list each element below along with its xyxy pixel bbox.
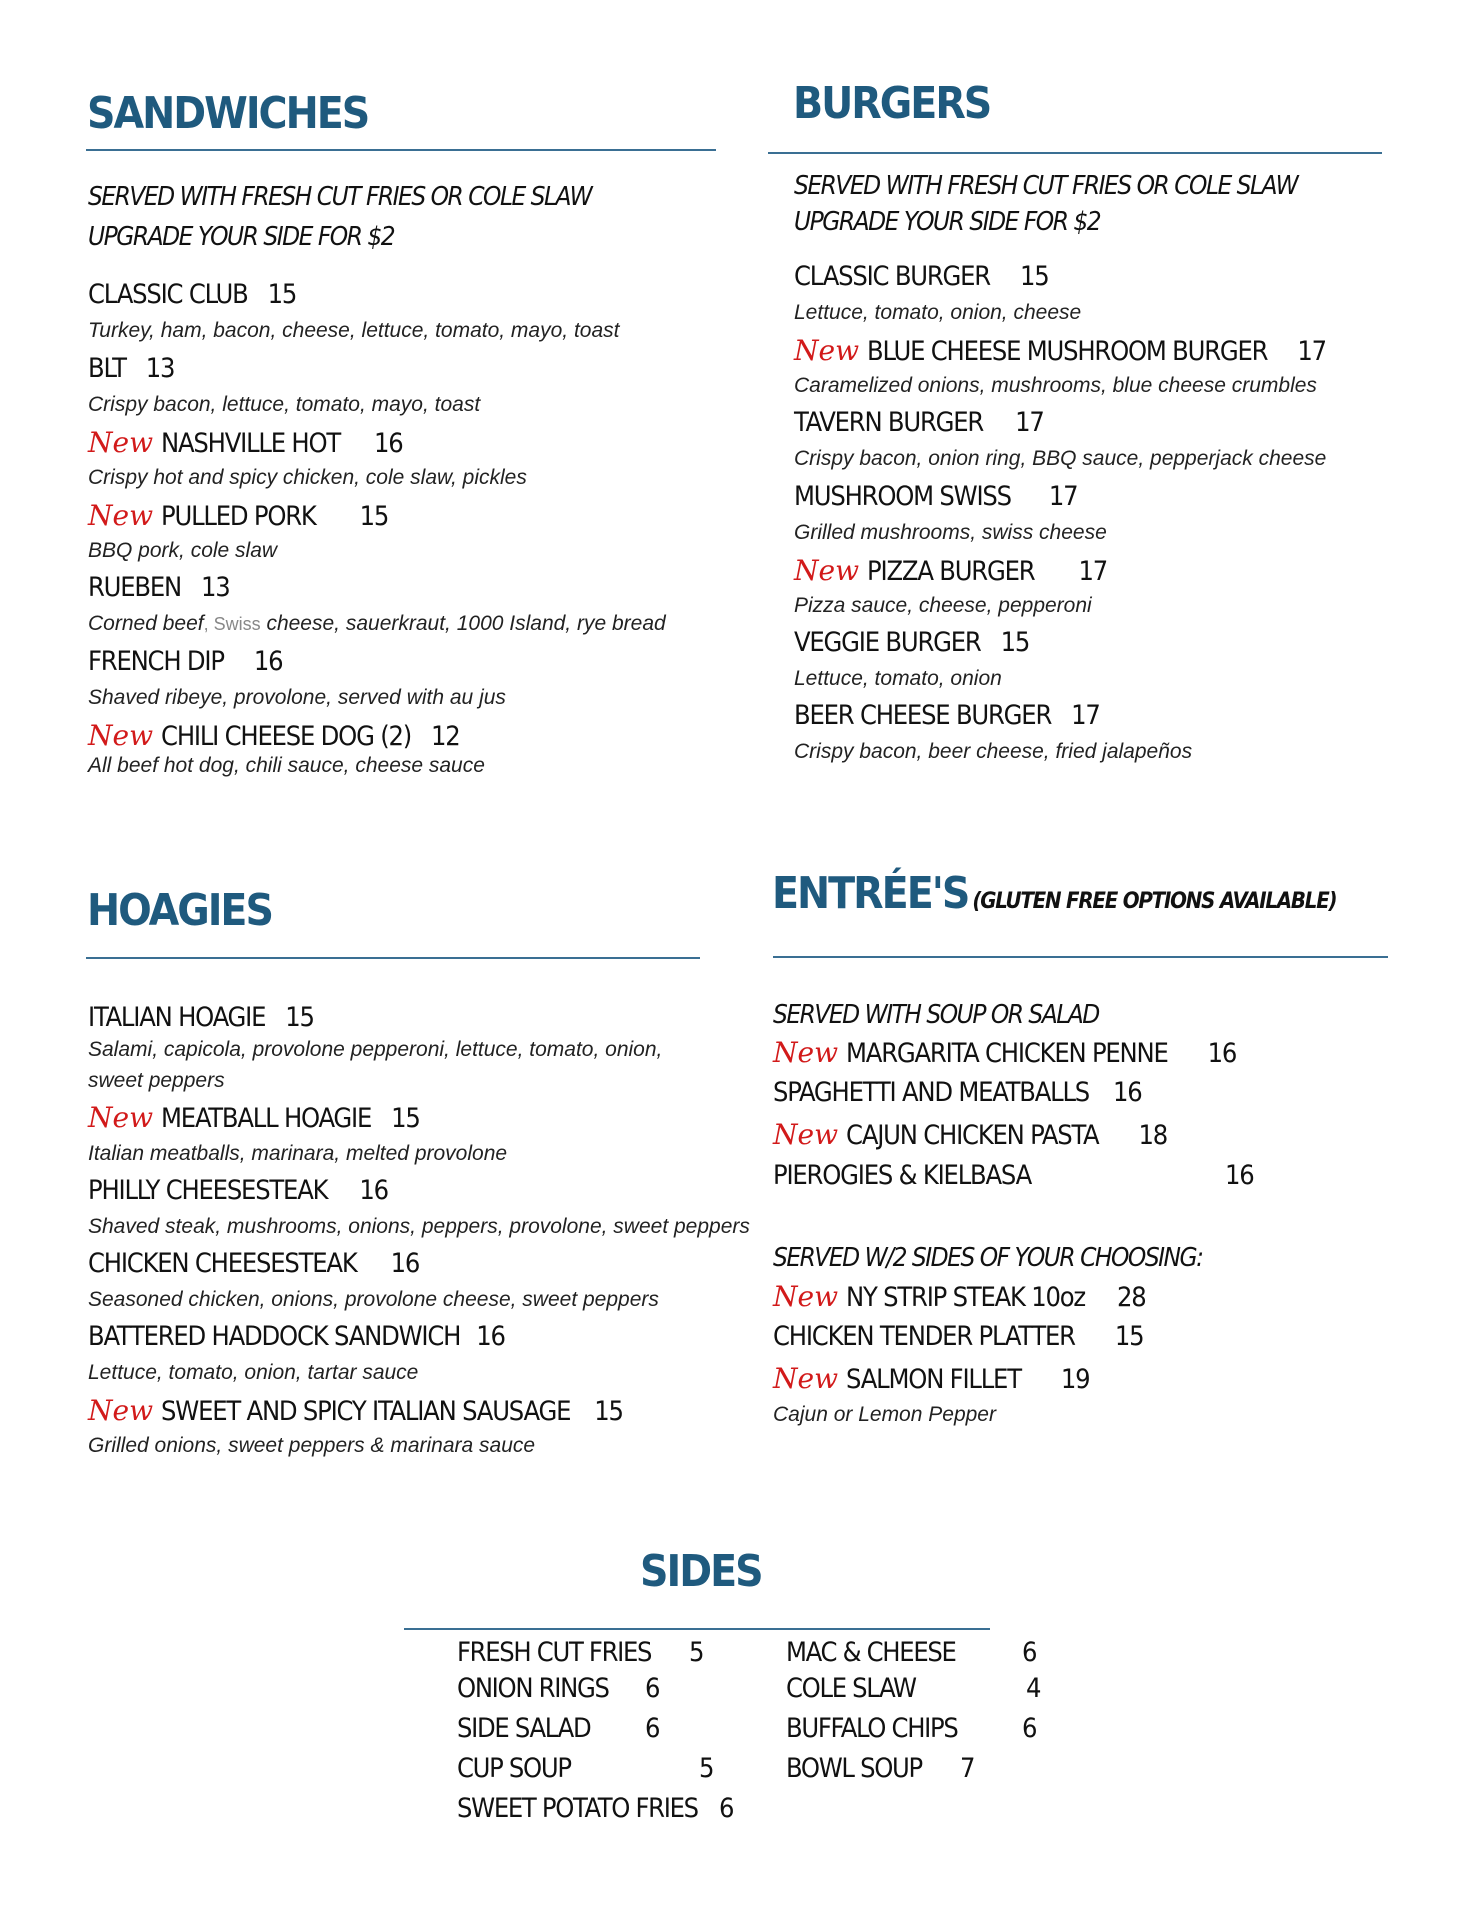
- new-badge: New: [88, 1394, 154, 1427]
- item-description: Lettuce, tomato, onion: [794, 667, 1002, 690]
- menu-item: [88, 1394, 623, 1427]
- item-name: VEGGIE BURGER: [794, 627, 981, 658]
- sides-divider: [404, 1628, 990, 1630]
- menu-item: [794, 627, 1029, 658]
- new-badge: New: [773, 1036, 839, 1069]
- item-name: BATTERED HADDOCK SANDWICH: [88, 1321, 461, 1352]
- desc-swiss: , Swiss: [203, 614, 261, 634]
- menu-item: [794, 407, 1044, 438]
- item-price: 16: [1207, 1038, 1237, 1069]
- entrees-sides-note: SERVED W/2 SIDES OF YOUR CHOOSING:: [773, 1243, 1203, 1273]
- menu-item: [88, 1101, 420, 1134]
- desc-text: cheese, sauerkraut, 1000 Island, rye bread: [260, 612, 666, 635]
- menu-item: [773, 1362, 1089, 1395]
- item-price: 16: [374, 428, 403, 459]
- item-name: SALMON FILLET: [846, 1364, 1021, 1395]
- side-name: SWEET POTATO FRIES: [457, 1793, 698, 1824]
- item-name: CLASSIC BURGER: [794, 261, 990, 292]
- side-price: 6: [719, 1793, 734, 1824]
- new-badge: New: [773, 1362, 839, 1395]
- item-price: 17: [1071, 700, 1100, 731]
- item-name: CAJUN CHICKEN PASTA: [846, 1120, 1099, 1151]
- new-badge: New: [88, 719, 154, 752]
- menu-item: [88, 353, 174, 384]
- new-badge: New: [794, 554, 860, 587]
- menu-item: [794, 700, 1100, 731]
- side-price: 7: [960, 1753, 975, 1784]
- item-name: NY STRIP STEAK 10oz: [846, 1282, 1085, 1313]
- side-item: [786, 1713, 1046, 1744]
- item-description: Lettuce, tomato, onion, cheese: [794, 301, 1082, 324]
- item-price: 17: [1048, 481, 1078, 512]
- item-price: 15: [594, 1396, 623, 1427]
- item-price: 18: [1138, 1120, 1167, 1151]
- burgers-divider: [768, 152, 1382, 154]
- item-price: 17: [1297, 336, 1326, 367]
- side-price: 4: [1026, 1673, 1041, 1704]
- side-name: FRESH CUT FRIES: [457, 1637, 652, 1668]
- menu-item: [794, 481, 1077, 512]
- item-price: 16: [253, 646, 283, 677]
- item-description: All beef hot dog, chili sauce, cheese sauce: [88, 754, 485, 777]
- burgers-served-note: SERVED WITH FRESH CUT FRIES OR COLE SLAW: [794, 171, 1298, 201]
- item-name: BLUE CHEESE MUSHROOM BURGER: [867, 336, 1268, 367]
- side-item: [457, 1637, 737, 1668]
- item-description: Seasoned chicken, onions, provolone cheese, sweet peppers: [88, 1288, 659, 1311]
- item-price: 15: [1114, 1321, 1144, 1352]
- item-name: BEER CHEESE BURGER: [794, 700, 1052, 731]
- item-price: 28: [1116, 1282, 1146, 1313]
- menu-item: [88, 1175, 388, 1206]
- item-price: 15: [391, 1103, 420, 1134]
- item-name: CHILI CHEESE DOG (2): [161, 721, 412, 752]
- item-name: PIZZA BURGER: [867, 556, 1035, 587]
- item-price: 15: [285, 1002, 314, 1033]
- side-name: COLE SLAW: [786, 1673, 916, 1704]
- side-price: 5: [699, 1753, 714, 1784]
- item-price: 16: [476, 1321, 505, 1352]
- menu-item: [88, 1002, 314, 1033]
- menu-item: [88, 279, 296, 310]
- item-name: MUSHROOM SWISS: [794, 481, 1011, 512]
- menu-item: [773, 1077, 1142, 1108]
- item-name: ITALIAN HOAGIE: [88, 1002, 266, 1033]
- menu-item: [794, 554, 1107, 587]
- hoagies-title: HOAGIES: [87, 885, 272, 936]
- item-description: Turkey, ham, bacon, cheese, lettuce, tomato, mayo, toast: [88, 319, 620, 342]
- item-description: Italian meatballs, marinara, melted provolone: [88, 1142, 508, 1165]
- side-name: BOWL SOUP: [786, 1753, 922, 1784]
- sandwiches-title: SANDWICHES: [87, 88, 369, 139]
- side-item: [457, 1793, 737, 1824]
- item-description: Cajun or Lemon Pepper: [773, 1403, 996, 1426]
- sandwiches-upgrade-note: UPGRADE YOUR SIDE FOR $2: [88, 222, 395, 252]
- burgers-title: BURGERS: [793, 78, 991, 129]
- menu-item: [88, 572, 230, 603]
- menu-item: [773, 1118, 1167, 1151]
- new-badge: New: [794, 334, 860, 367]
- item-name: CHICKEN CHEESESTEAK: [88, 1248, 357, 1279]
- item-description-continued: sweet peppers: [88, 1069, 225, 1092]
- item-price: 13: [200, 572, 230, 603]
- menu-item: [88, 719, 460, 752]
- entrees-title-text: ENTRÉE'S: [772, 868, 969, 919]
- item-name: FRENCH DIP: [88, 646, 224, 677]
- item-description: [88, 612, 666, 636]
- item-name: MARGARITA CHICKEN PENNE: [846, 1038, 1168, 1069]
- item-description: Grilled onions, sweet peppers & marinara sauce: [88, 1434, 536, 1457]
- item-description: Caramelized onions, mushrooms, blue cheese crumbles: [794, 374, 1317, 397]
- menu-item: [794, 334, 1326, 367]
- item-name: SWEET AND SPICY ITALIAN SAUSAGE: [161, 1396, 571, 1427]
- side-price: 5: [689, 1637, 704, 1668]
- item-price: 16: [1113, 1077, 1142, 1108]
- menu-item: [88, 646, 282, 677]
- menu-item: [773, 1280, 1145, 1313]
- item-price: 17: [1078, 556, 1107, 587]
- item-description: Grilled mushrooms, swiss cheese: [794, 521, 1107, 544]
- item-price: 16: [390, 1248, 420, 1279]
- new-badge: New: [88, 426, 154, 459]
- side-item: [457, 1713, 737, 1744]
- menu-item: [773, 1160, 1254, 1191]
- desc-text: Corned beef: [88, 612, 204, 635]
- item-name: NASHVILLE HOT: [161, 428, 341, 459]
- item-name: PHILLY CHEESESTEAK: [88, 1175, 328, 1206]
- menu-item: [88, 426, 403, 459]
- item-price: 17: [1015, 407, 1044, 438]
- side-item: [786, 1673, 1046, 1704]
- sandwiches-served-note: SERVED WITH FRESH CUT FRIES OR COLE SLAW: [88, 182, 592, 212]
- menu-item: [773, 1036, 1236, 1069]
- item-description: Salami, capicola, provolone pepperoni, lettuce, tomato, onion,: [88, 1038, 663, 1061]
- item-description: Crispy bacon, beer cheese, fried jalapeños: [794, 740, 1193, 763]
- item-description: Shaved ribeye, provolone, served with au jus: [88, 686, 506, 709]
- item-name: PIEROGIES & KIELBASA: [773, 1160, 1032, 1191]
- side-name: BUFFALO CHIPS: [786, 1713, 958, 1744]
- item-price: 16: [1225, 1160, 1254, 1191]
- item-description: Lettuce, tomato, onion, tartar sauce: [88, 1361, 419, 1384]
- item-price: 15: [1000, 627, 1030, 658]
- entrees-served-note: SERVED WITH SOUP OR SALAD: [773, 1000, 1099, 1030]
- item-description: Pizza sauce, cheese, pepperoni: [794, 594, 1092, 617]
- side-item: [786, 1637, 1046, 1668]
- item-name: TAVERN BURGER: [794, 407, 984, 438]
- item-description: Shaved steak, mushrooms, onions, peppers, provolone, sweet peppers: [88, 1215, 750, 1238]
- side-item: [457, 1753, 737, 1784]
- item-price: 15: [1019, 261, 1049, 292]
- side-name: CUP SOUP: [457, 1753, 571, 1784]
- item-description: Crispy bacon, lettuce, tomato, mayo, toast: [88, 393, 481, 416]
- item-name: RUEBEN: [88, 572, 181, 603]
- item-name: MEATBALL HOAGIE: [161, 1103, 372, 1134]
- side-name: ONION RINGS: [457, 1673, 609, 1704]
- side-name: MAC & CHEESE: [786, 1637, 956, 1668]
- menu-item: [88, 1248, 419, 1279]
- item-price: 15: [267, 279, 297, 310]
- item-name: CLASSIC CLUB: [88, 279, 248, 310]
- item-price: 15: [359, 501, 389, 532]
- item-price: 13: [145, 353, 175, 384]
- item-name: CHICKEN TENDER PLATTER: [773, 1321, 1075, 1352]
- side-name: SIDE SALAD: [457, 1713, 591, 1744]
- item-name: PULLED PORK: [161, 501, 316, 532]
- entrees-divider: [773, 956, 1388, 958]
- sandwiches-divider: [86, 149, 716, 151]
- new-badge: New: [773, 1280, 839, 1313]
- side-price: 6: [1022, 1637, 1037, 1668]
- item-description: BBQ pork, cole slaw: [88, 539, 278, 562]
- menu-item: [794, 261, 1049, 292]
- item-price: 16: [359, 1175, 388, 1206]
- burgers-upgrade-note: UPGRADE YOUR SIDE FOR $2: [794, 207, 1101, 237]
- entrees-title: [772, 868, 1336, 919]
- new-badge: New: [88, 1101, 154, 1134]
- item-name: SPAGHETTI AND MEATBALLS: [773, 1077, 1089, 1108]
- item-description: Crispy bacon, onion ring, BBQ sauce, pepperjack cheese: [794, 447, 1327, 470]
- item-description: Crispy hot and spicy chicken, cole slaw, pickles: [88, 466, 527, 489]
- new-badge: New: [88, 499, 154, 532]
- hoagies-divider: [86, 957, 700, 959]
- sides-title: SIDES: [640, 1546, 762, 1597]
- item-name: BLT: [88, 353, 126, 384]
- new-badge: New: [773, 1118, 839, 1151]
- item-price: 19: [1060, 1364, 1090, 1395]
- side-item: [457, 1673, 737, 1704]
- gluten-free-note: (GLUTEN FREE OPTIONS AVAILABLE): [972, 889, 1337, 914]
- side-price: 6: [1022, 1713, 1037, 1744]
- menu-item: [773, 1321, 1143, 1352]
- menu-item: [88, 1321, 505, 1352]
- side-item: [786, 1753, 1046, 1784]
- side-price: 6: [645, 1713, 660, 1744]
- item-price: 12: [431, 721, 460, 752]
- side-price: 6: [645, 1673, 660, 1704]
- menu-item: [88, 499, 388, 532]
